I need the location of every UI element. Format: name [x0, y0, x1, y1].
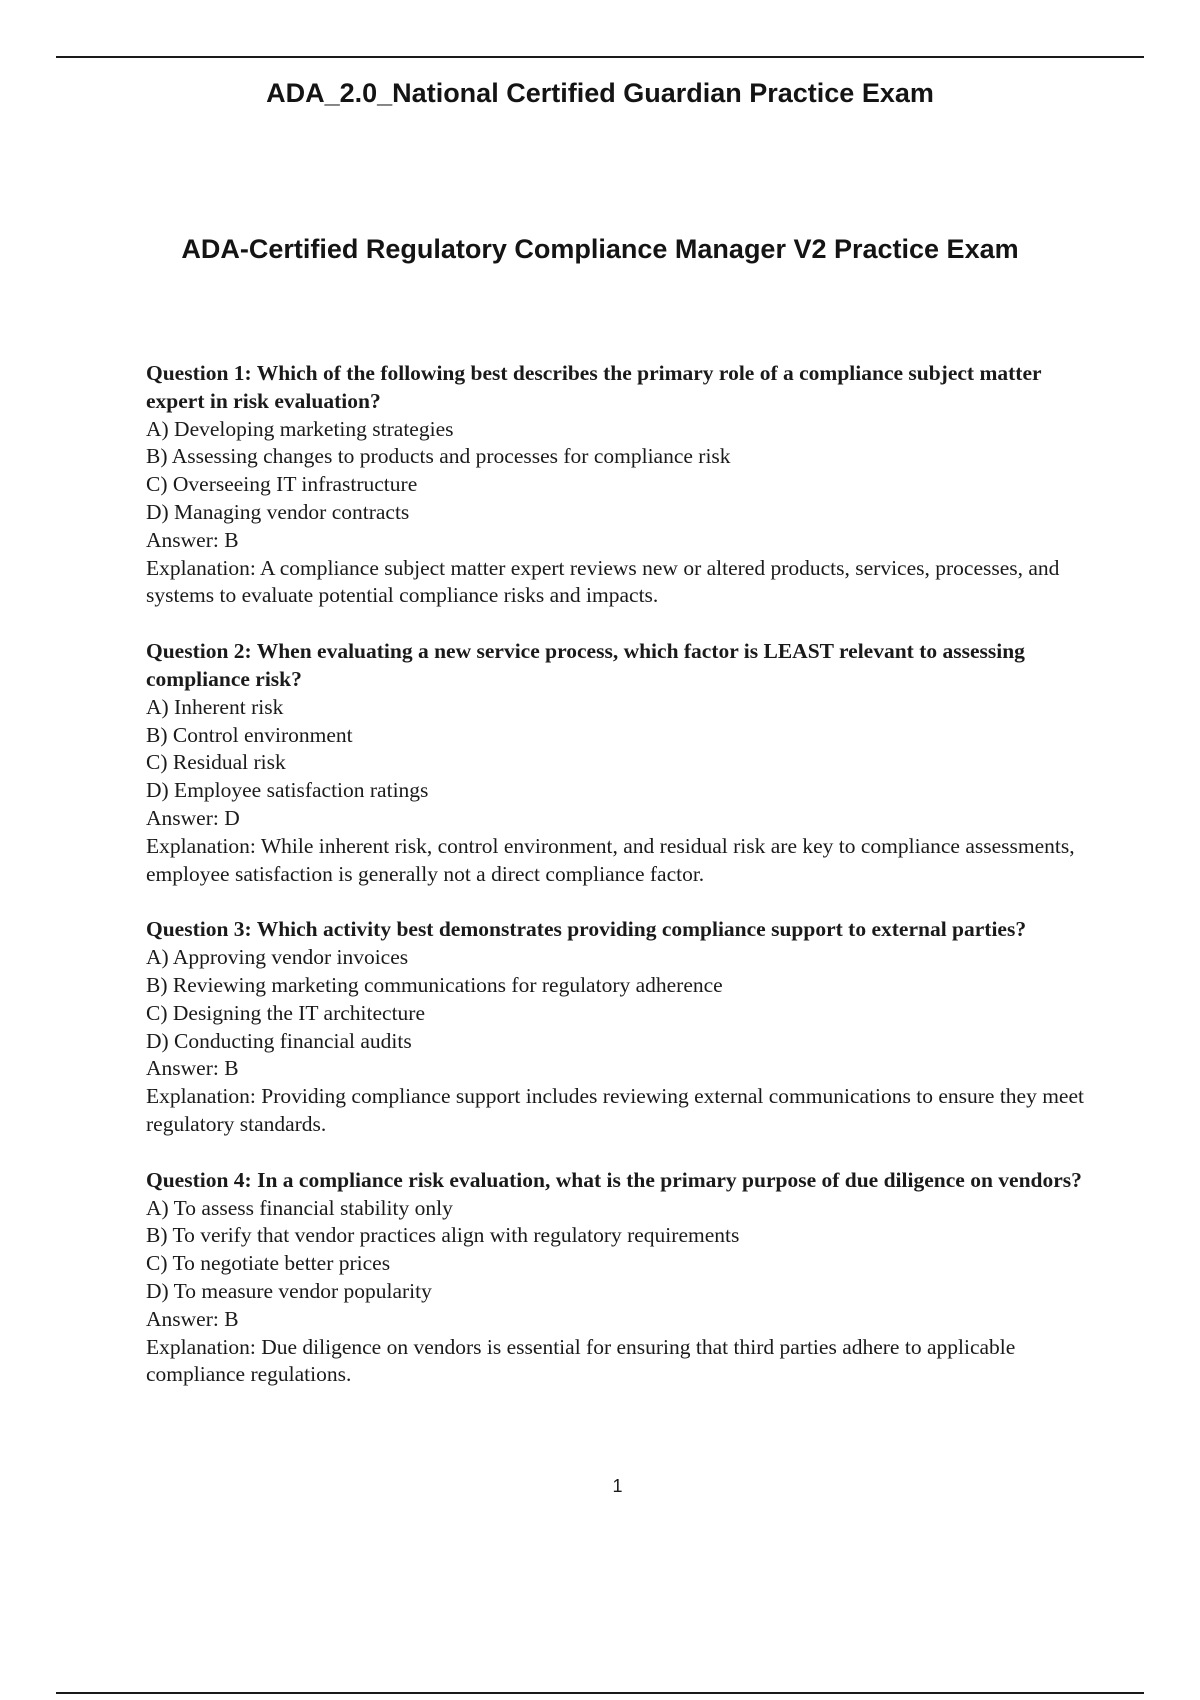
bottom-rule — [56, 1692, 1144, 1694]
answer-option: C) To negotiate better prices — [146, 1251, 391, 1276]
answer-explanation: Explanation: Due diligence on vendors is essential for ensuring that third parties adhere to applicable compliance regulations. — [146, 1334, 1016, 1387]
answer-option: A) To assess financial stability only — [146, 1195, 453, 1220]
document-title: ADA-Certified Regulatory Compliance Manager V2 Practice Exam — [181, 234, 1019, 264]
answer-option: D) Employee satisfaction ratings — [146, 778, 429, 803]
answer-option: D) Conducting financial audits — [146, 1028, 412, 1053]
answer-option: A) Developing marketing strategies — [146, 416, 454, 441]
correct-answer: Answer: B — [146, 1306, 239, 1331]
question-title: Question 4: In a compliance risk evaluation, what is the primary purpose of due diligence on vendors? — [146, 1167, 1082, 1192]
answer-option: D) Managing vendor contracts — [146, 499, 410, 524]
correct-answer: Answer: D — [146, 805, 240, 830]
answer-option: C) Residual risk — [146, 750, 286, 775]
question-title: Question 1: Which of the following best describes the primary role of a compliance subject matter expert in risk evaluation? — [146, 361, 1042, 413]
correct-answer: Answer: B — [146, 527, 239, 552]
top-rule — [56, 56, 1144, 58]
answer-option: B) Assessing changes to products and processes for compliance risk — [146, 444, 731, 469]
correct-answer: Answer: B — [146, 1056, 239, 1081]
question-title: Question 2: When evaluating a new service process, which factor is LEAST relevant to assessing compliance risk? — [146, 639, 1025, 691]
answer-option: B) Control environment — [146, 722, 353, 747]
answer-explanation: Explanation: A compliance subject matter expert reviews new or altered products, services, processes, and systems to evaluate potential compliance risks and impacts. — [146, 555, 1060, 608]
page-number: 1 — [612, 1476, 623, 1496]
question-block — [146, 1167, 1096, 1389]
answer-option: C) Overseeing IT infrastructure — [146, 472, 418, 497]
question-block — [146, 638, 1096, 888]
answer-explanation: Explanation: Providing compliance support includes reviewing external communications to ensure they meet regulatory standards. — [146, 1084, 1084, 1136]
answer-option: B) Reviewing marketing communications for regulatory adherence — [146, 972, 723, 997]
question-list — [146, 360, 1096, 1417]
header-title: ADA_2.0_National Certified Guardian Practice Exam — [266, 78, 934, 108]
question-block — [146, 916, 1096, 1138]
answer-option: B) To verify that vendor practices align with regulatory requirements — [146, 1223, 740, 1248]
answer-explanation: Explanation: While inherent risk, control environment, and residual risk are key to compliance assessments, employee satisfaction is generally not a direct compliance factor. — [146, 833, 1075, 886]
question-title: Question 3: Which activity best demonstrates providing compliance support to external parties? — [146, 917, 1027, 942]
answer-option: C) Designing the IT architecture — [146, 1000, 426, 1025]
answer-option: A) Inherent risk — [146, 694, 284, 719]
answer-option: D) To measure vendor popularity — [146, 1278, 432, 1303]
answer-option: A) Approving vendor invoices — [146, 945, 409, 970]
question-block — [146, 360, 1096, 610]
